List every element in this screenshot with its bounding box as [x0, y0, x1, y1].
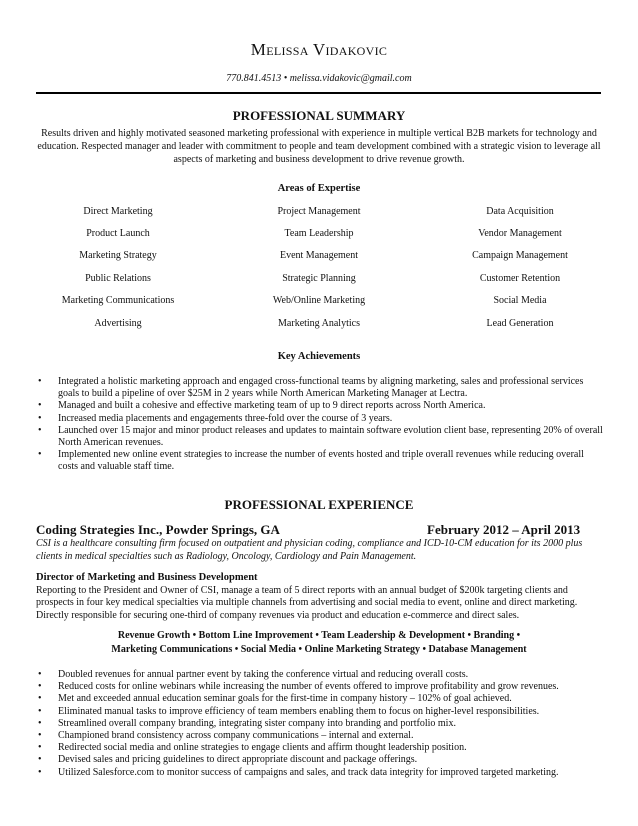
- company-description: CSI is a healthcare consulting firm focused on outpatient and physician coding, compliance and ICD-10-CM education for its 2000 plus clients in medical specialties such as Radiology, Oncology, Cardiology and Pain Management.: [36, 538, 583, 562]
- header-divider: [36, 92, 601, 94]
- expertise-item: Customer Retention: [479, 273, 561, 284]
- expertise-item: Strategic Planning: [282, 273, 356, 284]
- company-name: Coding Strategies Inc., Powder Springs, GA: [36, 522, 280, 537]
- list-item: • Integrated a holistic marketing approach and engaged cross-functional teams by aligning marketing, sales and professional services goals to build a pipeline of over $25M in 2 years while North American Marketing Manager at Lectra.: [36, 376, 606, 400]
- list-item: • Met and exceeded annual education seminar goals for the first-time in company history – 102% of goal achieved.: [36, 693, 606, 705]
- candidate-name: [0, 40, 638, 60]
- role-title: Director of Marketing and Business Development: [36, 572, 258, 583]
- list-item: • Devised sales and pricing guidelines to direct appropriate discount and package offerings.: [36, 754, 606, 766]
- expertise-heading: [0, 183, 638, 194]
- list-item: • Championed brand consistency across company communications – internal and external.: [36, 730, 606, 742]
- list-item: • Streamlined overall company branding, integrating sister company into branding and portfolio mix.: [36, 718, 606, 730]
- summary-text: Results driven and highly motivated seasoned marketing professional with experience in multiple vertical B2B markets for technology and education. Respected manager and leader with commitment to people and team development combined with a strategic vision to leverage all aspects of marketing and business development to drive revenue growth.: [37, 128, 601, 165]
- expertise-item: Marketing Analytics: [278, 318, 360, 329]
- expertise-item: Vendor Management: [478, 228, 562, 239]
- expertise-heading-text: Areas of Expertise: [277, 183, 361, 194]
- list-item: • Redirected social media and online strategies to engage clients and affirm thought leadership position.: [36, 742, 606, 754]
- list-item: • Increased media placements and engagements three-fold over the course of 3 years.: [36, 413, 606, 425]
- list-item: • Managed and built a cohesive and effective marketing team of up to 9 direct reports across North America.: [36, 400, 606, 412]
- expertise-item: Team Leadership: [284, 228, 354, 239]
- expertise-item: Marketing Communications: [61, 295, 175, 306]
- expertise-item: Public Relations: [85, 273, 151, 284]
- list-item: • Utilized Salesforce.com to monitor success of campaigns and sales, and track data integrity for improved targeted marketing.: [36, 767, 606, 779]
- skills-line-1: Revenue Growth • Bottom Line Improvement • Team Leadership & Development • Branding •: [117, 630, 521, 641]
- experience-bullets: [36, 669, 606, 779]
- expertise-item: Marketing Strategy: [79, 250, 157, 261]
- skills-line-2: Marketing Communications • Social Media • Online Marketing Strategy • Database Management: [111, 644, 527, 655]
- candidate-name-text: Melissa Vidakovic: [250, 40, 388, 59]
- contact-line: 770.841.4513 • melissa.vidakovic@gmail.com: [226, 73, 412, 84]
- expertise-item: Web/Online Marketing: [272, 295, 366, 306]
- role-description: Reporting to the President and Owner of CSI, manage a team of 5 direct reports with an annual budget of $200k targeting clients and prospects in four key medical specialties via multiple channels from advertising and social media to event, online and direct marketing. Directly responsible for securing one-third of company revenues via product and education e-commerce and direct sales.: [36, 585, 578, 621]
- list-item: • Implemented new online event strategies to increase the number of events hosted and triple overall revenues while reducing overall costs and valuable staff time.: [36, 449, 606, 473]
- experience-heading: PROFESSIONAL EXPERIENCE: [224, 497, 414, 512]
- expertise-item: Event Management: [279, 250, 359, 261]
- achievements-heading: Key Achievements: [277, 351, 361, 362]
- achievements-list: [36, 376, 606, 474]
- employment-dates: February 2012 – April 2013: [427, 522, 581, 537]
- expertise-item: Social Media: [493, 295, 547, 306]
- summary-heading: PROFESSIONAL SUMMARY: [232, 108, 406, 123]
- list-item: • Eliminated manual tasks to improve efficiency of team members enabling them to focus on higher-level responsibilities.: [36, 706, 606, 718]
- expertise-item: Product Launch: [86, 228, 150, 239]
- list-item: • Launched over 15 major and minor product releases and updates to maintain software evolution client base, representing 20% of overall North American revenues.: [36, 425, 606, 449]
- expertise-item: Direct Marketing: [83, 206, 153, 217]
- list-item: • Doubled revenues for annual partner event by taking the conference virtual and reducing overall costs.: [36, 669, 606, 681]
- list-item: • Reduced costs for online webinars while increasing the number of events offered to improve profitability and grow revenues.: [36, 681, 606, 693]
- expertise-item: Data Acquisition: [486, 206, 554, 217]
- expertise-item: Lead Generation: [486, 318, 554, 329]
- expertise-item: Advertising: [94, 318, 142, 329]
- expertise-item: Campaign Management: [472, 250, 568, 261]
- expertise-item: Project Management: [277, 206, 361, 217]
